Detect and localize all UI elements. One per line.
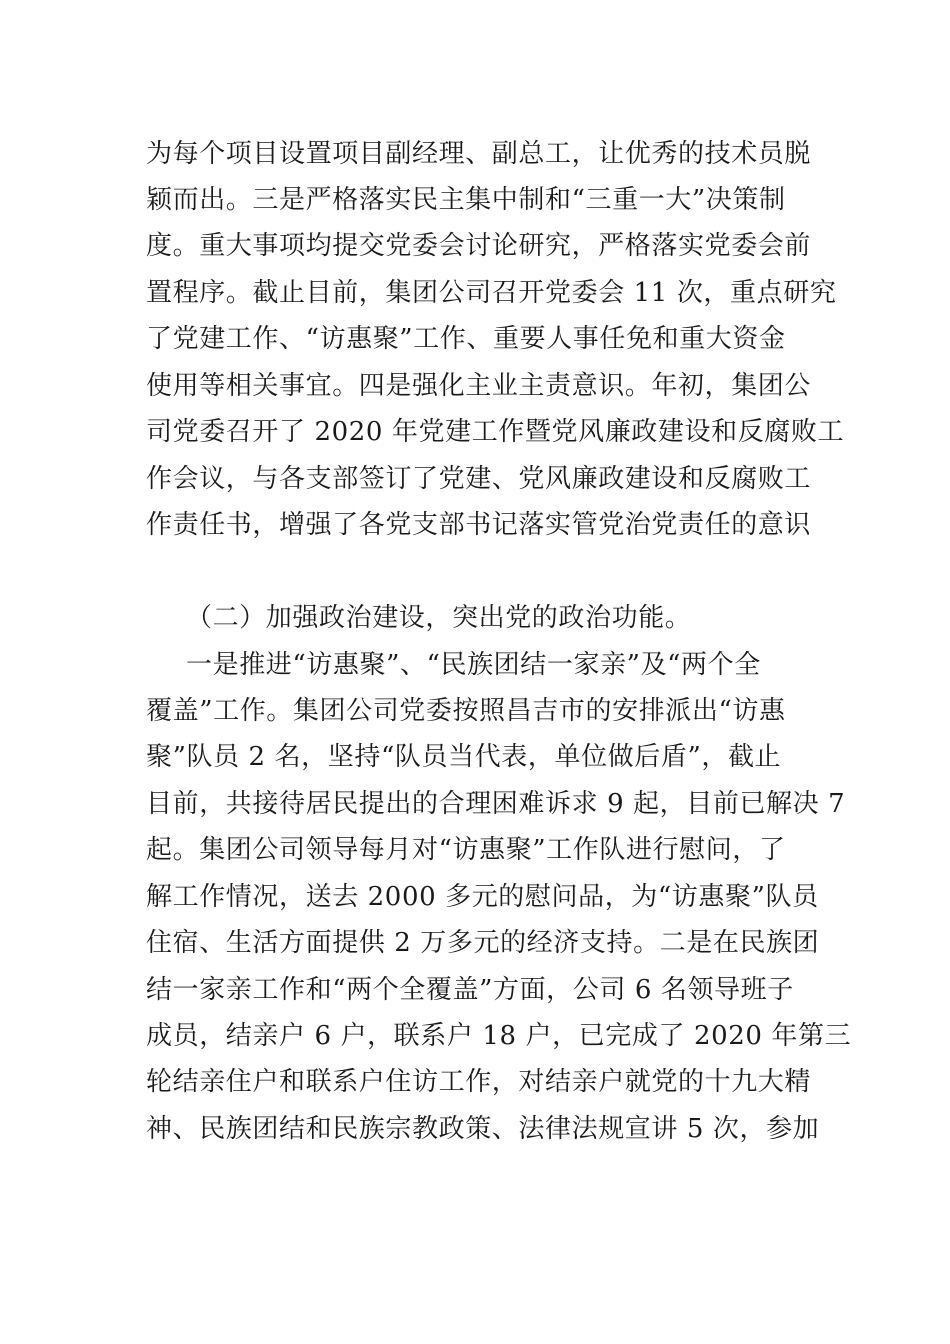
paragraph-line: 度。重大事项均提交党委会讨论研究，严格落实党委会前 xyxy=(146,231,812,261)
paragraph-line: 置程序。截止目前，集团公司召开党委会 11 次，重点研究 xyxy=(146,278,837,308)
paragraph-line: 作责任书，增强了各党支部书记落实管党治党责任的意识 xyxy=(146,510,812,540)
paragraph-line: 起。集团公司领导每月对“访惠聚”工作队进行慰问，了 xyxy=(146,835,786,865)
paragraph-line: 成员，结亲户 6 户，联系户 18 户，已完成了 2020 年第三 xyxy=(146,1021,852,1051)
paragraph-line: 结一家亲工作和“两个全覆盖”方面，公司 6 名领导班子 xyxy=(146,975,794,1005)
paragraph-line: 使用等相关事宜。四是强化主业主责意识。年初，集团公 xyxy=(146,371,812,401)
paragraph-line: 司党委召开了 2020 年党建工作暨党风廉政建设和反腐败工 xyxy=(146,417,845,447)
paragraph-line: 目前，共接待居民提出的合理困难诉求 9 起，目前已解决 7 xyxy=(146,789,846,819)
paragraph-line: 轮结亲住户和联系户住访工作，对结亲户就党的十九大精 xyxy=(146,1067,812,1097)
paragraph-line: 住宿、生活方面提供 2 万多元的经济支持。二是在民族团 xyxy=(146,928,820,958)
paragraph-line: 聚”队员 2 名，坚持“队员当代表，单位做后盾”，截止 xyxy=(146,742,782,772)
paragraph-line: 神、民族团结和民族宗教政策、法律法规宣讲 5 次，参加 xyxy=(146,1114,820,1144)
section-heading: （二）加强政治建设，突出党的政治功能。 xyxy=(186,603,692,633)
paragraph-line: 颖而出。三是严格落实民主集中制和“三重一大”决策制 xyxy=(146,185,786,215)
paragraph-line: 作会议，与各支部签订了党建、党风廉政建设和反腐败工 xyxy=(146,464,812,494)
paragraph-line: 为每个项目设置项目副经理、副总工，让优秀的技术员脱 xyxy=(146,139,812,169)
paragraph-line: 了党建工作、“访惠聚”工作、重要人事任免和重大资金 xyxy=(146,324,786,354)
paragraph-line: 覆盖”工作。集团公司党委按照昌吉市的安排派出“访惠 xyxy=(146,696,786,726)
paragraph-line: 解工作情况，送去 2000 多元的慰问品，为“访惠聚”队员 xyxy=(146,882,819,912)
paragraph-line: 一是推进“访惠聚”、“民族团结一家亲”及“两个全 xyxy=(186,650,761,680)
